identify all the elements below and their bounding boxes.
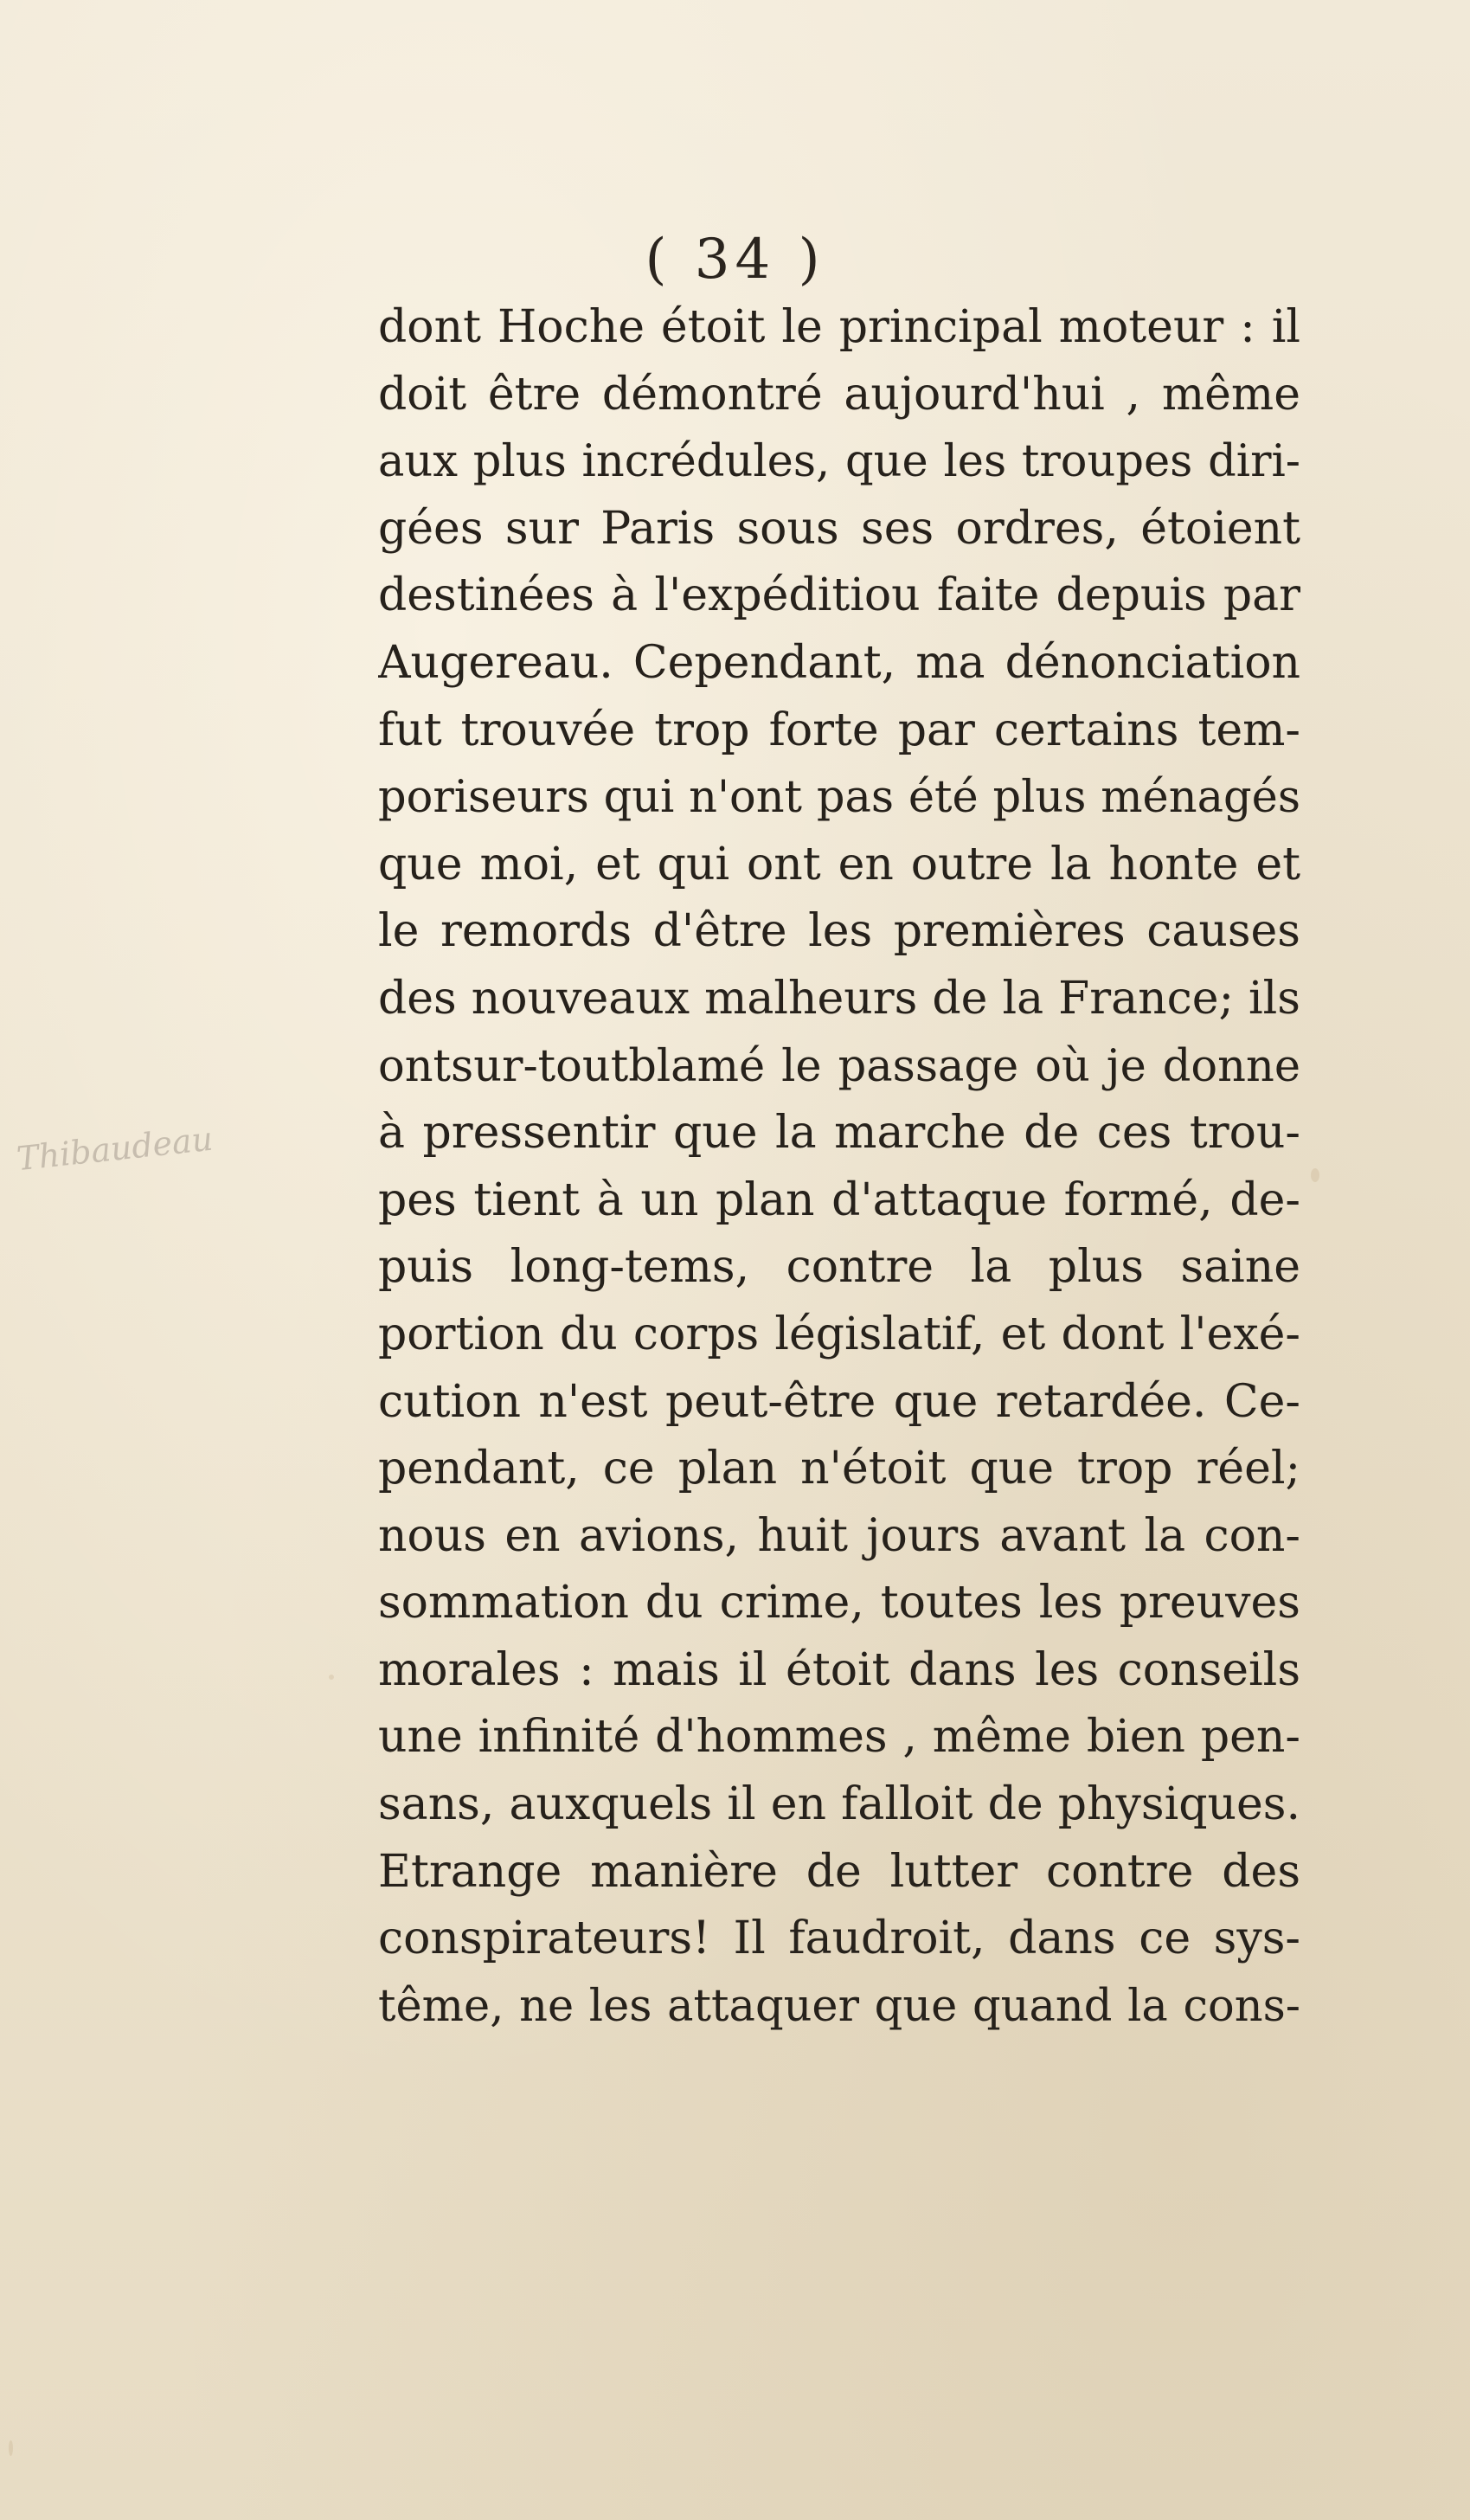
text-line: des nouveaux malheurs de la France; ils (378, 972, 1300, 1025)
text-line: ontsur-toutblamé le passage où je donne (378, 1040, 1300, 1092)
text-line: portion du corps législatif, et dont l'exé- (378, 1308, 1300, 1360)
text-line: pendant, ce plan n'étoit que trop réel; (378, 1443, 1300, 1495)
text-line: sans, auxquels il en falloit de physiques. (378, 1778, 1300, 1831)
text-line: gées sur Paris sous ses ordres, étoient (378, 502, 1300, 555)
text-line: le remords d'être les premières causes (378, 905, 1300, 958)
text-line: dont Hoche étoit le principal moteur : il (378, 301, 1300, 353)
text-line: une infinité d'hommes , même bien pen- (378, 1711, 1300, 1764)
text-line: Etrange manière de lutter contre des (378, 1845, 1300, 1898)
body-text (378, 294, 1300, 2040)
text-line: à pressentir que la marche de ces trou- (378, 1107, 1300, 1160)
page-number: ( 34 ) (645, 228, 825, 292)
text-line: nous en avions, huit jours avant la con- (378, 1509, 1300, 1562)
paper-stain (1311, 1168, 1319, 1182)
text-line: cution n'est peut-être que retardée. Ce- (378, 1375, 1300, 1428)
text-line: aux plus incrédules, que les troupes diri- (378, 436, 1300, 488)
text-line: morales : mais il étoit dans les conseils (378, 1643, 1300, 1696)
text-line: poriseurs qui n'ont pas été plus ménagés (378, 772, 1300, 824)
text-line: doit être démontré aujourd'hui , même (378, 368, 1300, 421)
text-line: sommation du crime, toutes les preuves (378, 1577, 1300, 1630)
text-line: que moi, et qui ont en outre la honte et (378, 838, 1300, 890)
paper-stain (329, 1675, 334, 1680)
text-line: fut trouvée trop forte par certains tem- (378, 704, 1300, 756)
text-line: puis long-tems, contre la plus saine (378, 1241, 1300, 1294)
text-line: destinées à l'expéditiou faite depuis par (378, 569, 1300, 622)
text-line: tême, ne les attaquer que quand la cons- (378, 1980, 1300, 2032)
paper-stain (9, 2440, 13, 2456)
margin-annotation: Thibaudeau (15, 1119, 215, 1179)
text-line: pes tient à un plan d'attaque formé, de- (378, 1173, 1300, 1226)
text-line: Augereau. Cependant, ma dénonciation (378, 636, 1300, 689)
text-line: conspirateurs! Il faudroit, dans ce sys- (378, 1912, 1300, 1965)
